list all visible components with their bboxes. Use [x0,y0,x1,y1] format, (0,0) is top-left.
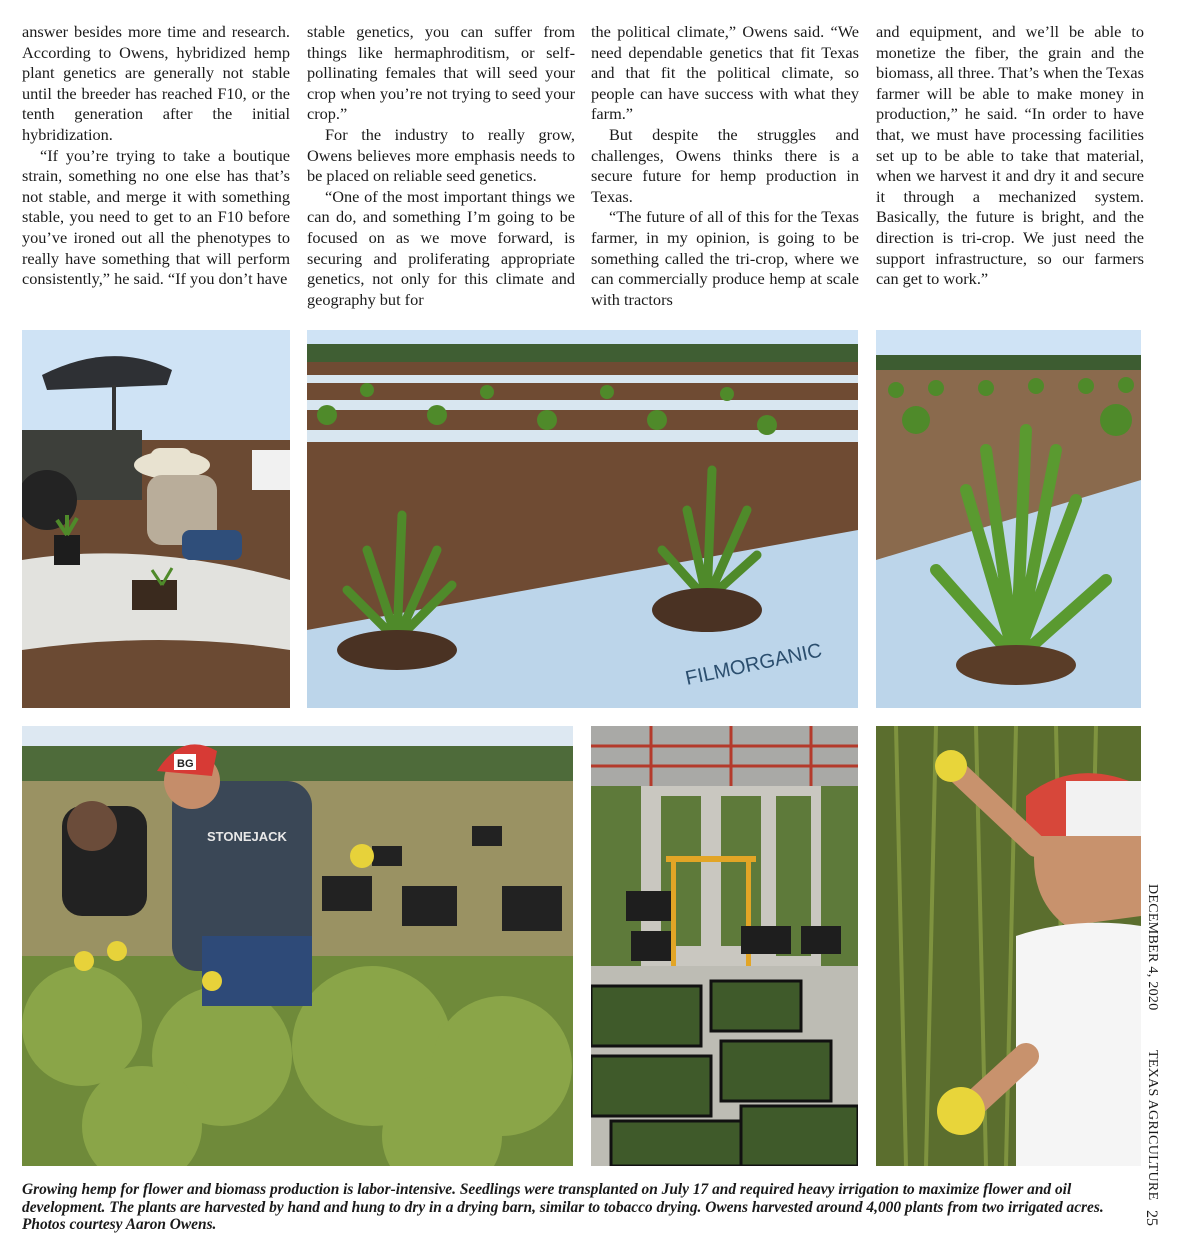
photo-drying-barn [591,726,858,1166]
article-column-2 [307,22,575,310]
sidebar-date: DECEMBER 4, 2020 [1145,884,1160,1011]
paragraph: the political climate,” Owens said. “We need dependable genetics that fit Texas and that fit the political climate, so people can have success with what they farm.” [591,22,859,124]
paragraph: “One of the most important things we can do, and something I’m going to be focused on as we move forward, is securing and proliferating appropriate genetics, not only for this climate and geography but for [307,186,575,309]
paragraph: answer besides more time and research. According to Owens, hybridized hemp plant genetics are generally not stable until the breeder has reached F10, or the tenth generation after the initial hybridization. [22,22,290,144]
paragraph: But despite the struggles and challenges, Owens thinks there is a secure future for hemp production in Texas. [591,124,859,206]
photo-farmer-planting [22,330,290,708]
page-number: 25 [1143,1210,1160,1226]
paragraph: “The future of all of this for the Texas farmer, in my opinion, is going to be something called the tri-crop, where we can commercially produce hemp at scale with tractors [591,207,859,309]
sidebar-publication: TEXAS AGRICULTURE [1145,1050,1160,1201]
cap-patch-text: BG [177,758,194,770]
paragraph: For the industry to really grow, Owens believes more emphasis needs to be placed on reliable seed genetics. [307,124,575,186]
paragraph: stable genetics, you can suffer from things like hermaphroditism, or self-pollinating females that will seed your crop when you’re not trying to seed your crop.” [307,22,575,124]
article-column-1 [22,22,290,290]
paragraph: “If you’re trying to take a boutique strain, something no one else has that’s not stable, and merge it with something stable, you need to get to an F10 before you’ve ironed out all the phenotypes to really have something that will perform consistently,” he said. “If you don’t have [22,145,290,289]
article-column-4 [876,22,1144,290]
mulch-brand-text: FILMORGANIC [683,639,824,690]
article-column-3 [591,22,859,310]
photo-caption: Growing hemp for flower and biomass production is labor-intensive. Seedlings were transplanted on July 17 and required heavy irrigation to maximize flower and oil development. The plants are harvested by hand and hung to dry in a drying barn, similar to tobacco drying. Owens harvested around 4,000 plants from two irrigated acres. Photos courtesy Aaron Owens. [22,1181,1104,1233]
shirt-text: STONEJACK [207,829,287,844]
photo-hemp-plant-closeup [876,330,1141,708]
photo-hemp-field-rows [307,330,858,708]
photo-hanging-plants [876,726,1141,1166]
paragraph: and equipment, and we’ll be able to monetize the fiber, the grain and the biomass, all three. That’s when the Texas farmer will be able to make money in production,” he said. “In order to have that, we must have processing facilities set up to be able to take that material, when we harvest it and dry it and secure it through a mechanized system. Basically, the future is bright, and the direction is tri-crop. We just need the support infrastructure, so our farmers can get to work.” [876,22,1144,289]
photo-hand-harvest [22,726,573,1166]
